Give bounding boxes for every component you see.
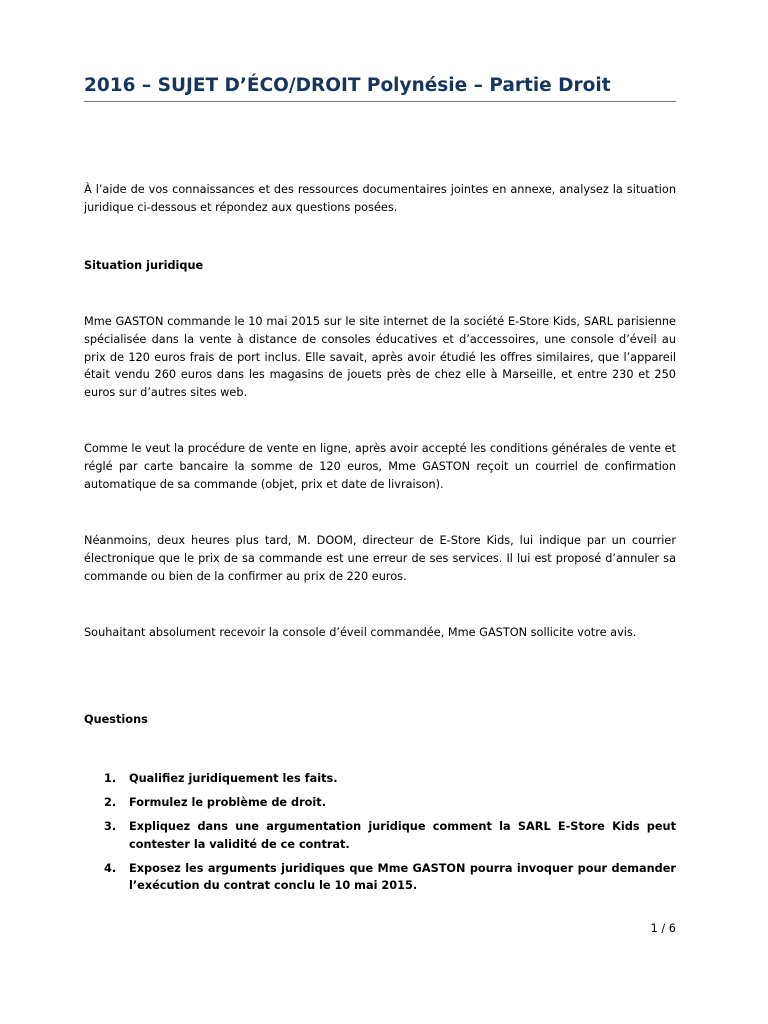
situation-paragraph-1: Mme GASTON commande le 10 mai 2015 sur le site internet de la société E-Store Kids, SARL parisienne spécialisée dans la vente à distance de consoles éducatives et d’accessoires, une console d’éveil au prix de 120 euros frais de port inclus. Elle savait, après avoir étudié les offres similaires, que l’appareil était vendu 260 euros dans les magasins de jouets près de chez elle à Marseille, et entre 230 et 250 euros sur d’autres sites web.: [84, 315, 676, 400]
question-text: Expliquez dans une argumentation juridique comment la SARL E-Store Kids peut contester la validité de ce contrat.: [129, 820, 676, 851]
question-item: [104, 818, 676, 853]
question-text: Qualifiez juridiquement les faits.: [129, 772, 338, 785]
title-underline: [84, 101, 676, 102]
document-page: [84, 0, 676, 1024]
question-item: [104, 860, 676, 895]
question-item: [104, 794, 676, 812]
question-item: [104, 770, 676, 788]
page-title: 2016 – SUJET D’ÉCO/DROIT Polynésie – Partie Droit: [84, 75, 611, 96]
situation-paragraph-3: Néanmoins, deux heures plus tard, M. DOOM, directeur de E-Store Kids, lui indique par un courrier électronique que le prix de sa commande est une erreur de ses services. Il lui est proposé d’annuler sa commande ou bien de la confirmer au prix de 220 euros.: [84, 534, 676, 583]
situation-heading: Situation juridique: [84, 259, 204, 272]
situation-paragraph-4: Souhaitant absolument recevoir la console d’éveil commandée, Mme GASTON sollicite votre avis.: [84, 626, 637, 639]
questions-heading: Questions: [84, 713, 148, 726]
questions-list: [104, 770, 676, 902]
intro-paragraph: À l’aide de vos connaissances et des ressources documentaires jointes en annexe, analysez la situation juridique ci-dessous et répondez aux questions posées.: [84, 183, 676, 214]
question-number: 1.: [104, 772, 117, 785]
situation-paragraph-2: Comme le veut la procédure de vente en ligne, après avoir accepté les conditions générales de vente et réglé par carte bancaire la somme de 120 euros, Mme GASTON reçoit un courriel de confirmation automatique de sa commande (objet, prix et date de livraison).: [84, 442, 676, 491]
question-text: Exposez les arguments juridiques que Mme GASTON pourra invoquer pour demander l’exécution du contrat conclu le 10 mai 2015.: [129, 861, 676, 893]
question-text: Formulez le problème de droit.: [129, 796, 326, 810]
question-number: 3.: [104, 820, 117, 834]
page-number: 1 / 6: [650, 922, 676, 935]
question-number: 2.: [104, 796, 117, 810]
question-number: 4.: [104, 861, 117, 875]
